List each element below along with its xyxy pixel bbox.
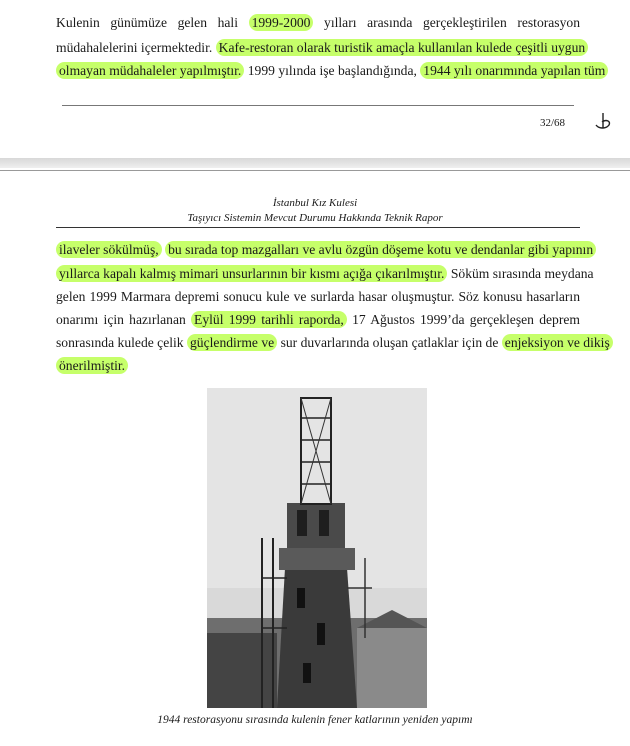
highlight: bu sırada top mazgalları ve avlu özgün döşeme kotu ve dendanlar gibi yapının bbox=[165, 241, 596, 258]
paragraph-line: olmayan müdahaleler yapılmıştır. 1999 yılında işe başlandığında, 1944 yılı onarımında yapılan tüm bbox=[56, 62, 580, 79]
tower-restoration-photo bbox=[207, 388, 427, 708]
highlight: ilaveler sökülmüş, bbox=[56, 241, 162, 258]
figure-caption: 1944 restorasyonu sırasında kulenin fener katlarının yeniden yapımı bbox=[157, 714, 473, 726]
highlight: Eylül 1999 tarihli raporda, bbox=[191, 311, 347, 328]
paragraph-line bbox=[56, 357, 580, 374]
highlight: enjeksiyon ve dikiş bbox=[502, 334, 613, 351]
header-rule bbox=[56, 227, 580, 228]
paragraph-line: gelen 1999 Marmara depremi sonucu kule ve surlarda hasar oluşmuştur. Söz konusu hasarların bbox=[56, 289, 580, 304]
paragraph-line: müdahalelerini içermektedir. Kafe-restoran olarak turistik amaçla kullanılan kulede çeşitli uygun bbox=[56, 39, 580, 56]
highlight: yıllarca kapalı kalmış mimari unsurlarının bir kısmı açığa çıkarılmıştır. bbox=[56, 265, 447, 282]
paragraph-line: sonrasında kulede çelik güçlendirme ve sur duvarlarında oluşan çatlaklar için de enjeksiyon ve dikiş bbox=[56, 334, 580, 351]
previous-page bbox=[0, 0, 630, 158]
highlight: 1944 yılı onarımında yapılan tüm bbox=[420, 62, 608, 79]
header-subtitle: Taşıyıcı Sistemin Mevcut Durumu Hakkında Teknik Rapor bbox=[187, 212, 443, 224]
paragraph-line bbox=[56, 241, 594, 258]
highlight: 1999-2000 bbox=[249, 14, 314, 31]
page-number: 32/68 bbox=[540, 117, 566, 129]
initials-signature bbox=[592, 110, 614, 132]
paragraph-line: yıllarca kapalı kalmış mimari unsurlarının bir kısmı açığa çıkarılmıştır. Söküm sırasında meydana bbox=[56, 265, 580, 282]
header-title: İstanbul Kız Kulesi bbox=[272, 197, 358, 209]
highlight: güçlendirme ve bbox=[187, 334, 277, 351]
paragraph-line: Kulenin günümüze gelen hali 1999-2000 yılları arasında gerçekleştirilen restorasyon bbox=[56, 15, 580, 30]
highlight: önerilmiştir. bbox=[56, 357, 128, 374]
page-gap bbox=[0, 158, 630, 168]
paragraph-line: onarımı için hazırlanan Eylül 1999 tarihli raporda, 17 Ağustos 1999’da gerçekleşen deprem bbox=[56, 312, 580, 327]
highlight: Kafe-restoran olarak turistik amaçla kullanılan kulede çeşitli uygun bbox=[216, 39, 589, 56]
footer-rule bbox=[62, 105, 574, 106]
highlight: olmayan müdahaleler yapılmıştır. bbox=[56, 62, 244, 79]
